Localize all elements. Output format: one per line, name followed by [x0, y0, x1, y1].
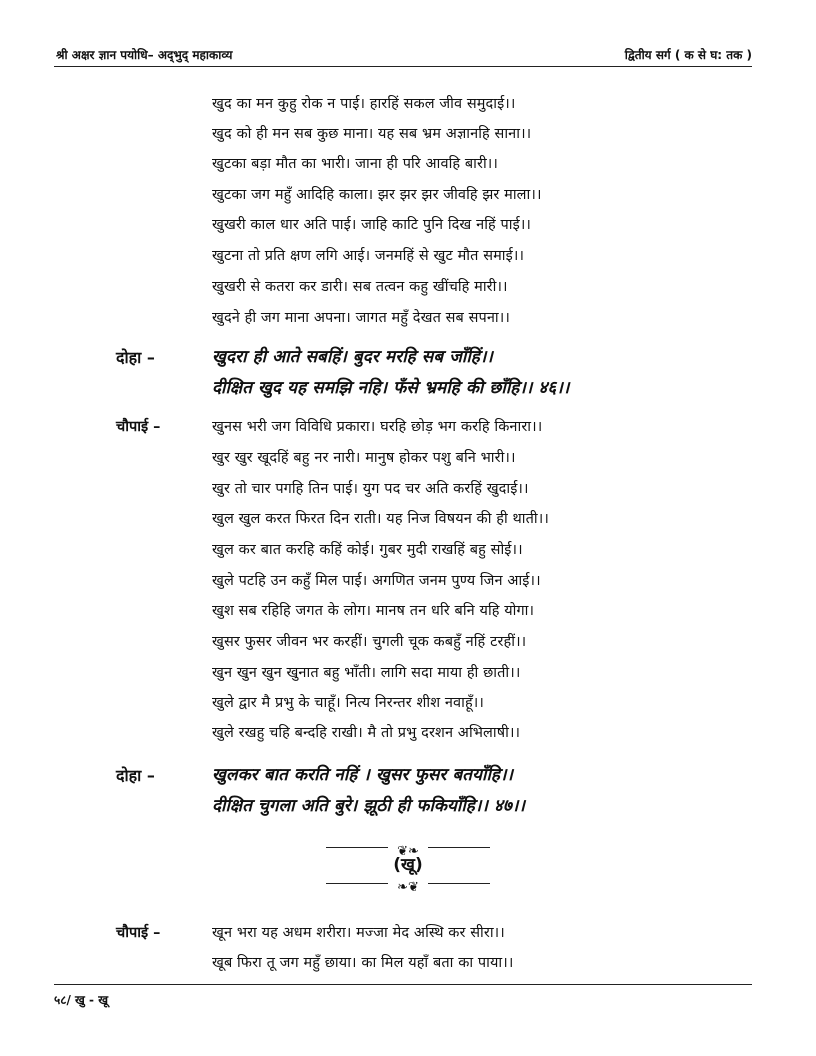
chaupai-label: चौपाई –: [116, 925, 161, 941]
verse-line: खुश सब रहिहि जगत के लोग। मानष तन धरि बनि यहि योगा।: [212, 603, 535, 619]
verse-line: खुटका जग महुँ आदिहि काला। झर झर झर जीवहि झर माला।।: [212, 187, 542, 203]
verse-line: खुले द्वार मै प्रभु के चाहूँ। नित्य निरन्तर शीश नवाहूँ।।: [212, 695, 484, 711]
chaupai-label: चौपाई –: [116, 419, 161, 435]
page-footer: [54, 984, 752, 1008]
section-ornament: [320, 840, 496, 895]
verse-line: खुल खुल करत फिरत दिन राती। यह निज विषयन की ही थाती।।: [212, 511, 549, 527]
verse-line: खुले पटहि उन कहुँ मिल पाई। अगणित जनम पुण्य जिन आई।।: [212, 573, 541, 589]
verse-line: खूब फिरा तू जग महुँ छाया। का मिल यहाँ बता का पाया।।: [212, 955, 514, 971]
verse-line: खुखरी काल धार अति पाई। जाहि काटि पुनि दिख नहिं पाई।।: [212, 217, 532, 233]
verse-line: खुले रखहु चहि बन्दहि राखी। मै तो प्रभु दरशन अभिलाषी।।: [212, 725, 521, 741]
verse-line: दीक्षित खुद यह समझि नहि। फँसे भ्रमहि की छाँहि।। ४६।।: [212, 378, 570, 398]
verse-line: खुद को ही मन सब कुछ माना। यह सब भ्रम अज्ञानहि साना।।: [212, 126, 532, 142]
verse-line: खून भरा यह अधम शरीरा। मज्जा मेद अस्थि कर सीरा।।: [212, 925, 505, 941]
page-header: [54, 44, 752, 67]
verse-line: खुदने ही जग माना अपना। जागत महुँ देखत सब सपना।।: [212, 310, 510, 326]
ornament-top: [320, 840, 496, 859]
verse-line: खुदरा ही आते सबहिं। बुदर मरहि सब जाँहिं।।: [212, 347, 493, 367]
verse-line: दीक्षित चुगला अति बुरे। झूठी ही फकियाँहि।। ४७।।: [212, 796, 525, 816]
verse-line: खुखरी से कतरा कर डारी। सब तत्वन कहु खींचहि मारी।।: [212, 279, 508, 295]
verse-line: खुन खुन खुन खुनात बहु भाँती। लागि सदा माया ही छाती।।: [212, 665, 521, 681]
verse-line: खुनस भरी जग विविधि प्रकारा। घरहि छोड़ भग करहि किनारा।।: [212, 419, 543, 435]
verse-line: खुलकर बात करति नहिं । खुसर फुसर बतयाँहि।।: [212, 765, 514, 785]
verse-line: खुर खुर खूदहिं बहु नर नारी। मानुष होकर पशु बनि भारी।।: [212, 450, 516, 466]
verse-line: खुसर फुसर जीवन भर करहीं। चुगली चूक कबहुँ नहिं टरहीं।।: [212, 634, 527, 650]
verse-line: खुटका बड़ा मौत का भारी। जाना ही परि आवहि बारी।।: [212, 156, 498, 172]
verse-line: खुल कर बात करहि कहिं कोई। गुबर मुदी राखहिं बहु सोई।।: [212, 542, 523, 558]
ornament-bottom: [320, 876, 496, 895]
verse-line: खुटना तो प्रति क्षण लगि आई। जनमहिं से खुट मौत समाई।।: [212, 248, 525, 264]
book-title: श्री अक्षर ज्ञान पयोधि– अद्‌भुद्‌ महाकाव्य: [56, 48, 233, 62]
doha-label: दोहा –: [116, 766, 155, 785]
verse-line: खुद का मन कुहु रोक न पाई। हारहिं सकल जीव समुदाई।।: [212, 96, 516, 112]
chapter-title: द्वितीय सर्ग ( क से घ: तक ): [624, 48, 752, 62]
flourish-icon: ❧❦: [397, 880, 419, 895]
doha-label: दोहा –: [116, 348, 155, 367]
flourish-icon: ❦❧: [397, 844, 419, 859]
section-title: (खू): [393, 855, 423, 875]
verse-line: खुर तो चार पगहि तिन पाई। युग पद चर अति करहिं खुदाई।।: [212, 481, 529, 497]
page-number: ५८/ खु - खू: [54, 993, 109, 1007]
